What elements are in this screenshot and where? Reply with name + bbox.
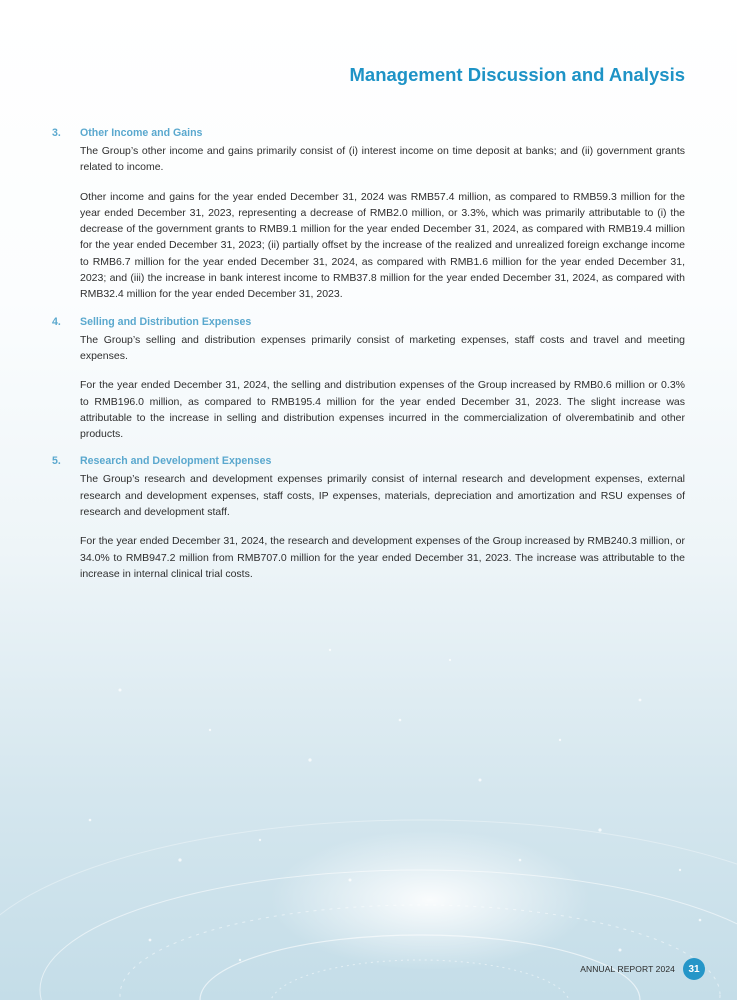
section-other-income-and-gains: [52, 127, 685, 303]
page-number-badge: 31: [683, 958, 705, 980]
section-title: Other Income and Gains: [80, 127, 203, 139]
section-heading: [52, 316, 685, 328]
section-number: 3.: [52, 127, 61, 139]
section-selling-and-distribution-expenses: [52, 316, 685, 443]
page-footer: [580, 958, 705, 980]
report-label: ANNUAL REPORT 2024: [580, 964, 675, 974]
section-research-and-development-expenses: [52, 455, 685, 582]
main-content: [52, 127, 685, 595]
section-heading: [52, 127, 685, 139]
section-title: Research and Development Expenses: [80, 455, 272, 468]
paragraph: For the year ended December 31, 2024, the selling and distribution expenses of the Group increased by RMB0.6 million or 0.3% to RMB196.0 million, as compared to RMB195.4 million for the year ended December 31, 2023. The slight increase was attributable to the increase in selling and distribution expenses incurred in the commercialization of olverembatinib and other products.: [80, 379, 685, 441]
page-title: Management Discussion and Analysis: [349, 64, 685, 85]
paragraph: The Group’s research and development expenses primarily consist of internal research and development expenses, external research and development expenses, staff costs, IP expenses, materials, depreciation and amortization and RSU expenses of research and development staff.: [80, 473, 685, 519]
section-title: Selling and Distribution Expenses: [80, 315, 252, 328]
section-heading: [52, 455, 685, 467]
paragraph: The Group’s selling and distribution expenses primarily consist of marketing expenses, staff costs and travel and meeting expenses.: [80, 333, 685, 362]
paragraph: Other income and gains for the year ended December 31, 2024 was RMB57.4 million, as compared to RMB59.3 million for the year ended December 31, 2023, representing a decrease of RMB2.0 million, or 3.3%, which was primarily attributable to (i) the decrease of the government grants to RMB9.1 million for the year ended December 31, 2024, as compared with RMB19.4 million for the year ended December 31, 2023; (ii) partially offset by the increase of the realized and unrealized foreign exchange income to RMB6.7 million for the year ended December 31, 2024, as compared with RMB1.6 million for the year ended December 31, 2023; and (iii) the increase in bank interest income to RMB37.8 million for the year ended December 31, 2024, as compared with RMB32.4 million for the year ended December 31, 2023.: [80, 190, 685, 301]
paragraph: The Group’s other income and gains primarily consist of (i) interest income on time deposit at banks; and (ii) government grants related to income.: [80, 145, 685, 174]
section-number: 4.: [52, 315, 61, 328]
paragraph: For the year ended December 31, 2024, the research and development expenses of the Group increased by RMB240.3 million, or 34.0% to RMB947.2 million from RMB707.0 million for the year ended December 31, 2023. The increase was attributable to the increase in internal clinical trial costs.: [80, 535, 685, 580]
section-number: 5.: [52, 455, 61, 468]
